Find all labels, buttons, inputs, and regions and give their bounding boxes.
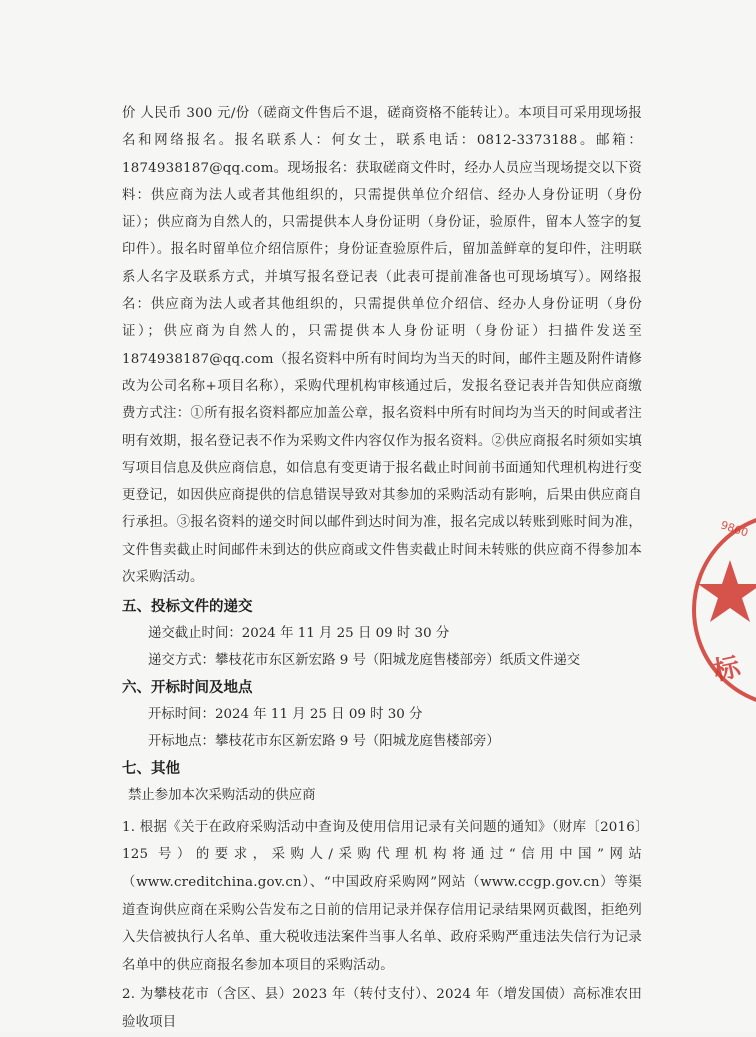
section-6-heading: 六、开标时间及地点: [122, 680, 253, 697]
section-5-heading: 五、投标文件的递交: [122, 599, 253, 616]
opening-place: 开标地点：攀枝花市东区新宏路 9 号（阳城龙庭售楼部旁）: [148, 733, 500, 749]
prohibited-suppliers-note: 禁止参加本次采购活动的供应商: [128, 788, 316, 804]
submission-method: 递交方式：攀枝花市东区新宏路 9 号（阳城龙庭售楼部旁）纸质文件递交: [148, 652, 581, 668]
document-content: [122, 100, 642, 1037]
submission-deadline: 递交截止时间：2024 年 11 月 25 日 09 时 30 分: [148, 626, 450, 642]
opening-time: 开标时间：2024 年 11 月 25 日 09 时 30 分: [148, 707, 423, 723]
section-7-heading: 七、其他: [122, 761, 180, 778]
registration-paragraph: 价 人民币 300 元/份（磋商文件售后不退，磋商资格不能转让）。本项目可采用现场报名和网络报名。报名联系人：何女士，联系电话：0812-3373188。邮箱：1874938187@qq.com。现场报名：获取磋商文件时，经办人员应当现场提交以下资料：供应商为法人或者其他组织的，只需提供单位介绍信、经办人身份证明（身份证）；供应商为自然人的，只需提供本人身份证明（身份证，验原件，留本人签字的复印件）。报名时留单位介绍信原件；身份证查验原件后，留加盖鲜章的复印件，注明联系人名字及联系方式，并填写报名登记表（此表可提前准备也可现场填写）。网络报名：供应商为法人或者其他组织的，只需提供单位介绍信、经办人身份证明（身份证）；供应商为自然人的，只需提供本人身份证明（身份证）扫描件发送至 1874938187@qq.com（报名资料中所有时间均为当天的时间，邮件主题及附件请修改为公司名称+项目名称），采购代理机构审核通过后，发报名登记表并告知供应商缴费方式注：①所有报名资料都应加盖公章，报名资料中所有时间均为当天的时间或者注明有效期，报名登记表不作为采购文件内容仅作为报名资料。②供应商报名时须如实填写项目信息及供应商信息，如信息有变更请于报名截止时间前书面通知代理机构进行变更登记，如因供应商提供的信息错误导致对其参加的采购活动有影响，后果由供应商自行承担。③报名资料的递交时间以邮件到达时间为准，报名完成以转账到账时间为准，文件售卖截止时间邮件未到达的供应商或文件售卖截止时间未转账的供应商不得参加本次采购活动。: [122, 106, 642, 586]
red-seal-stamp: [690, 500, 756, 720]
other-item-1: 1. 根据《关于在政府采购活动中查询及使用信用记录有关问题的通知》（财库〔2016〕125 号）的要求，采购人/采购代理机构将通过“信用中国”网站（www.creditchina.gov.cn）、“中国政府采购网”网站（www.ccgp.gov.cn）等渠道查询供应商在采购公告发布之日前的信用记录并保存信用记录结果网页截图，拒绝列入失信被执行人名单、重大税收违法案件当事人名单、政府采购严重违法失信行为记录名单中的供应商报名参加本项目的采购活动。: [122, 819, 642, 973]
seal-star-icon: [698, 560, 756, 622]
seal-side-text: 标: [711, 652, 743, 687]
seal-number-text: 9860: [719, 518, 750, 540]
other-item-2: 2. 为攀枝花市（含区、县）2023 年（转付支付）、2024 年（增发国债）高标准农田验收项目: [122, 987, 642, 1030]
